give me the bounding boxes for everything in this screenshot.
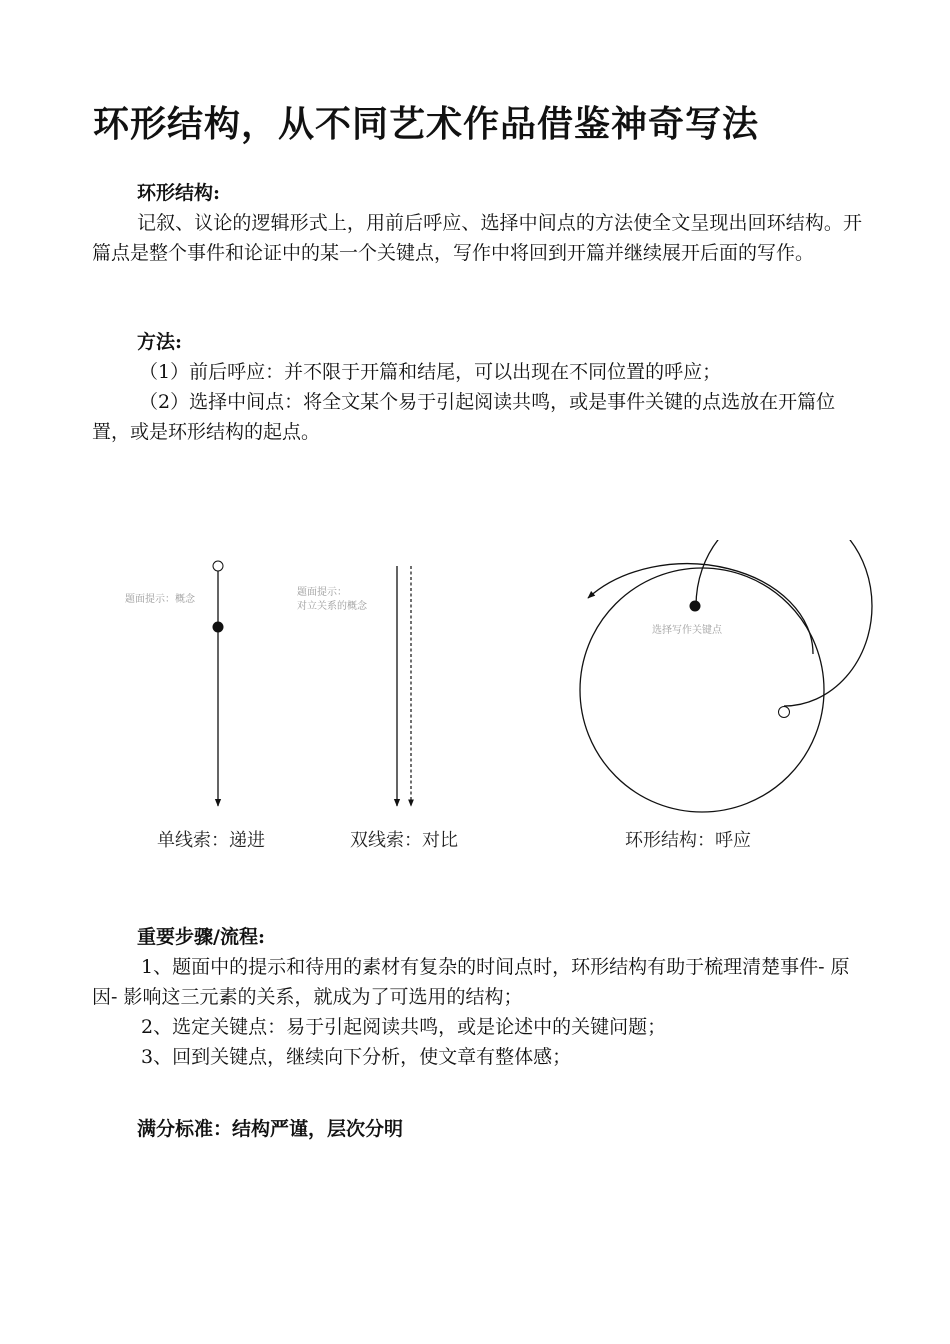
return-arrow	[588, 564, 813, 654]
double-caption: 双线索：对比	[350, 830, 458, 851]
ring-caption: 环形结构：呼应	[625, 830, 751, 851]
double-hint-line1: 题面提示：	[297, 587, 347, 598]
page-title: 环形结构，从不同艺术作品借鉴神奇写法	[93, 103, 760, 145]
section-heading: 环形结构:	[137, 182, 221, 204]
section-heading: 重要步骤/流程:	[137, 926, 265, 948]
list-item: （2）选择中间点：将全文某个易于引起阅读共鸣，或是事件关键的点选放在开篇位置，或是环形结构的起点。	[92, 391, 836, 443]
start-point-icon	[213, 561, 223, 571]
section-standard	[92, 1114, 862, 1144]
double-hint-line2: 对立关系的概念	[297, 601, 367, 612]
double-thread-diagram	[297, 566, 411, 806]
outer-ring	[580, 568, 824, 812]
standard-text: 满分标准：结构严谨，层次分明	[137, 1118, 404, 1140]
key-point-icon	[213, 622, 224, 633]
structure-diagram	[0, 540, 950, 870]
inner-spiral	[696, 540, 872, 706]
section-ring-structure	[92, 178, 862, 268]
list-item: 2、选定关键点：易于引起阅读共鸣，或是论述中的关键问题；	[141, 1016, 667, 1038]
section-heading: 方法:	[137, 331, 183, 353]
single-caption: 单线索：递进	[157, 830, 265, 851]
single-hint: 题面提示：概念	[125, 594, 195, 605]
section-paragraph: 记叙、议论的逻辑形式上，用前后呼应、选择中间点的方法使全文呈现出回环结构。开篇点是整个事件和论证中的某一个关键点，写作中将回到开篇并继续展开后面的写作。	[92, 212, 862, 264]
list-item: 1、题面中的提示和待用的素材有复杂的时间点时，环形结构有助于梳理清楚事件- 原因- 影响这三元素的关系，就成为了可选用的结构；	[92, 956, 850, 1008]
ring-hint: 选择写作关键点	[652, 625, 722, 636]
start-point-icon	[779, 707, 790, 718]
list-item: （1）前后呼应：并不限于开篇和结尾，可以出现在不同位置的呼应；	[139, 361, 722, 383]
list-item: 3、回到关键点，继续向下分析，使文章有整体感；	[141, 1046, 572, 1068]
ring-structure-diagram	[580, 540, 872, 812]
section-steps	[92, 922, 862, 1072]
single-thread-diagram	[125, 561, 224, 806]
section-method	[92, 327, 862, 447]
key-point-icon	[690, 601, 701, 612]
